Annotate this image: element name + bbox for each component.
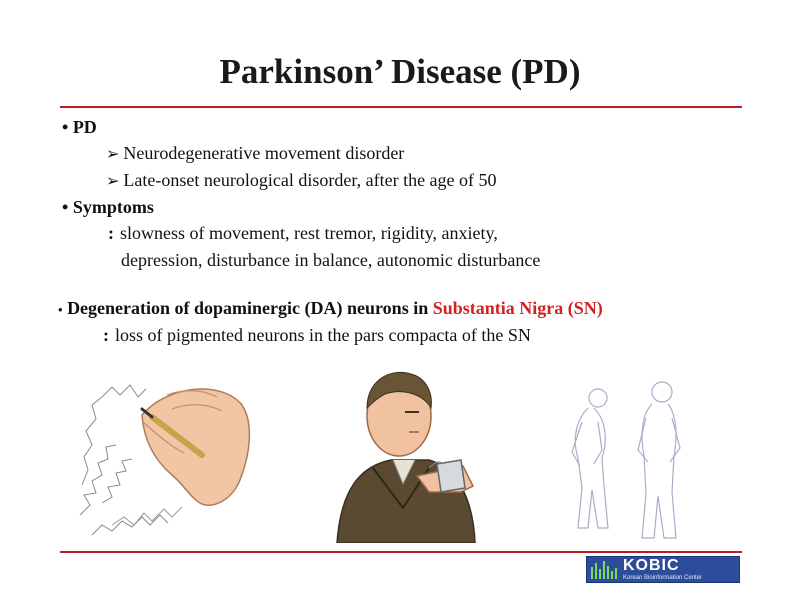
tremor-man-illustration <box>333 368 478 543</box>
arrow-bullet-icon: ➢ <box>106 173 120 190</box>
kobic-logo-name: KOBIC <box>623 557 680 574</box>
arrow-bullet-icon: ➢ <box>106 146 120 163</box>
colon-mark: : <box>103 325 109 345</box>
symptoms-text-1: slowness of movement, rest tremor, rigidity, anxiety, <box>120 223 498 243</box>
pd-heading-label: PD <box>72 117 97 137</box>
top-divider <box>60 106 742 108</box>
tremor-handwriting-illustration <box>72 375 257 545</box>
symptoms-line-2: depression, disturbance in balance, autonomic disturbance <box>121 250 541 270</box>
degeneration-detail: loss of pigmented neurons in the pars compacta of the SN <box>115 325 531 345</box>
degeneration-prefix: Degeneration of dopaminergic (DA) neurons in <box>67 298 433 318</box>
bullet: • <box>62 117 69 137</box>
pd-item <box>106 169 497 193</box>
degeneration-detail-line <box>103 324 531 346</box>
slide-title: Parkinson’ Disease (PD) <box>219 52 581 91</box>
bullet: • <box>62 197 69 217</box>
pd-item-text: Late-onset neurological disorder, after the age of 50 <box>123 170 497 190</box>
symptoms-line-1 <box>108 222 498 244</box>
symptoms-heading-label: Symptoms <box>72 197 154 217</box>
symptoms-heading <box>62 196 154 218</box>
kobic-logo-mark <box>589 557 619 582</box>
kobic-logo <box>586 556 740 583</box>
colon-mark: : <box>108 223 114 243</box>
substantia-nigra-highlight: Substantia Nigra (SN) <box>432 298 603 318</box>
kobic-logo-subtitle: Korean Bioinformation Center <box>623 575 703 581</box>
stooped-posture-illustration <box>558 378 708 543</box>
pd-item <box>106 142 404 166</box>
degeneration-heading <box>58 297 603 321</box>
pd-heading <box>62 116 97 138</box>
pd-item-text: Neurodegenerative movement disorder <box>123 143 405 163</box>
bottom-divider <box>60 551 742 553</box>
bullet: • <box>58 302 63 317</box>
